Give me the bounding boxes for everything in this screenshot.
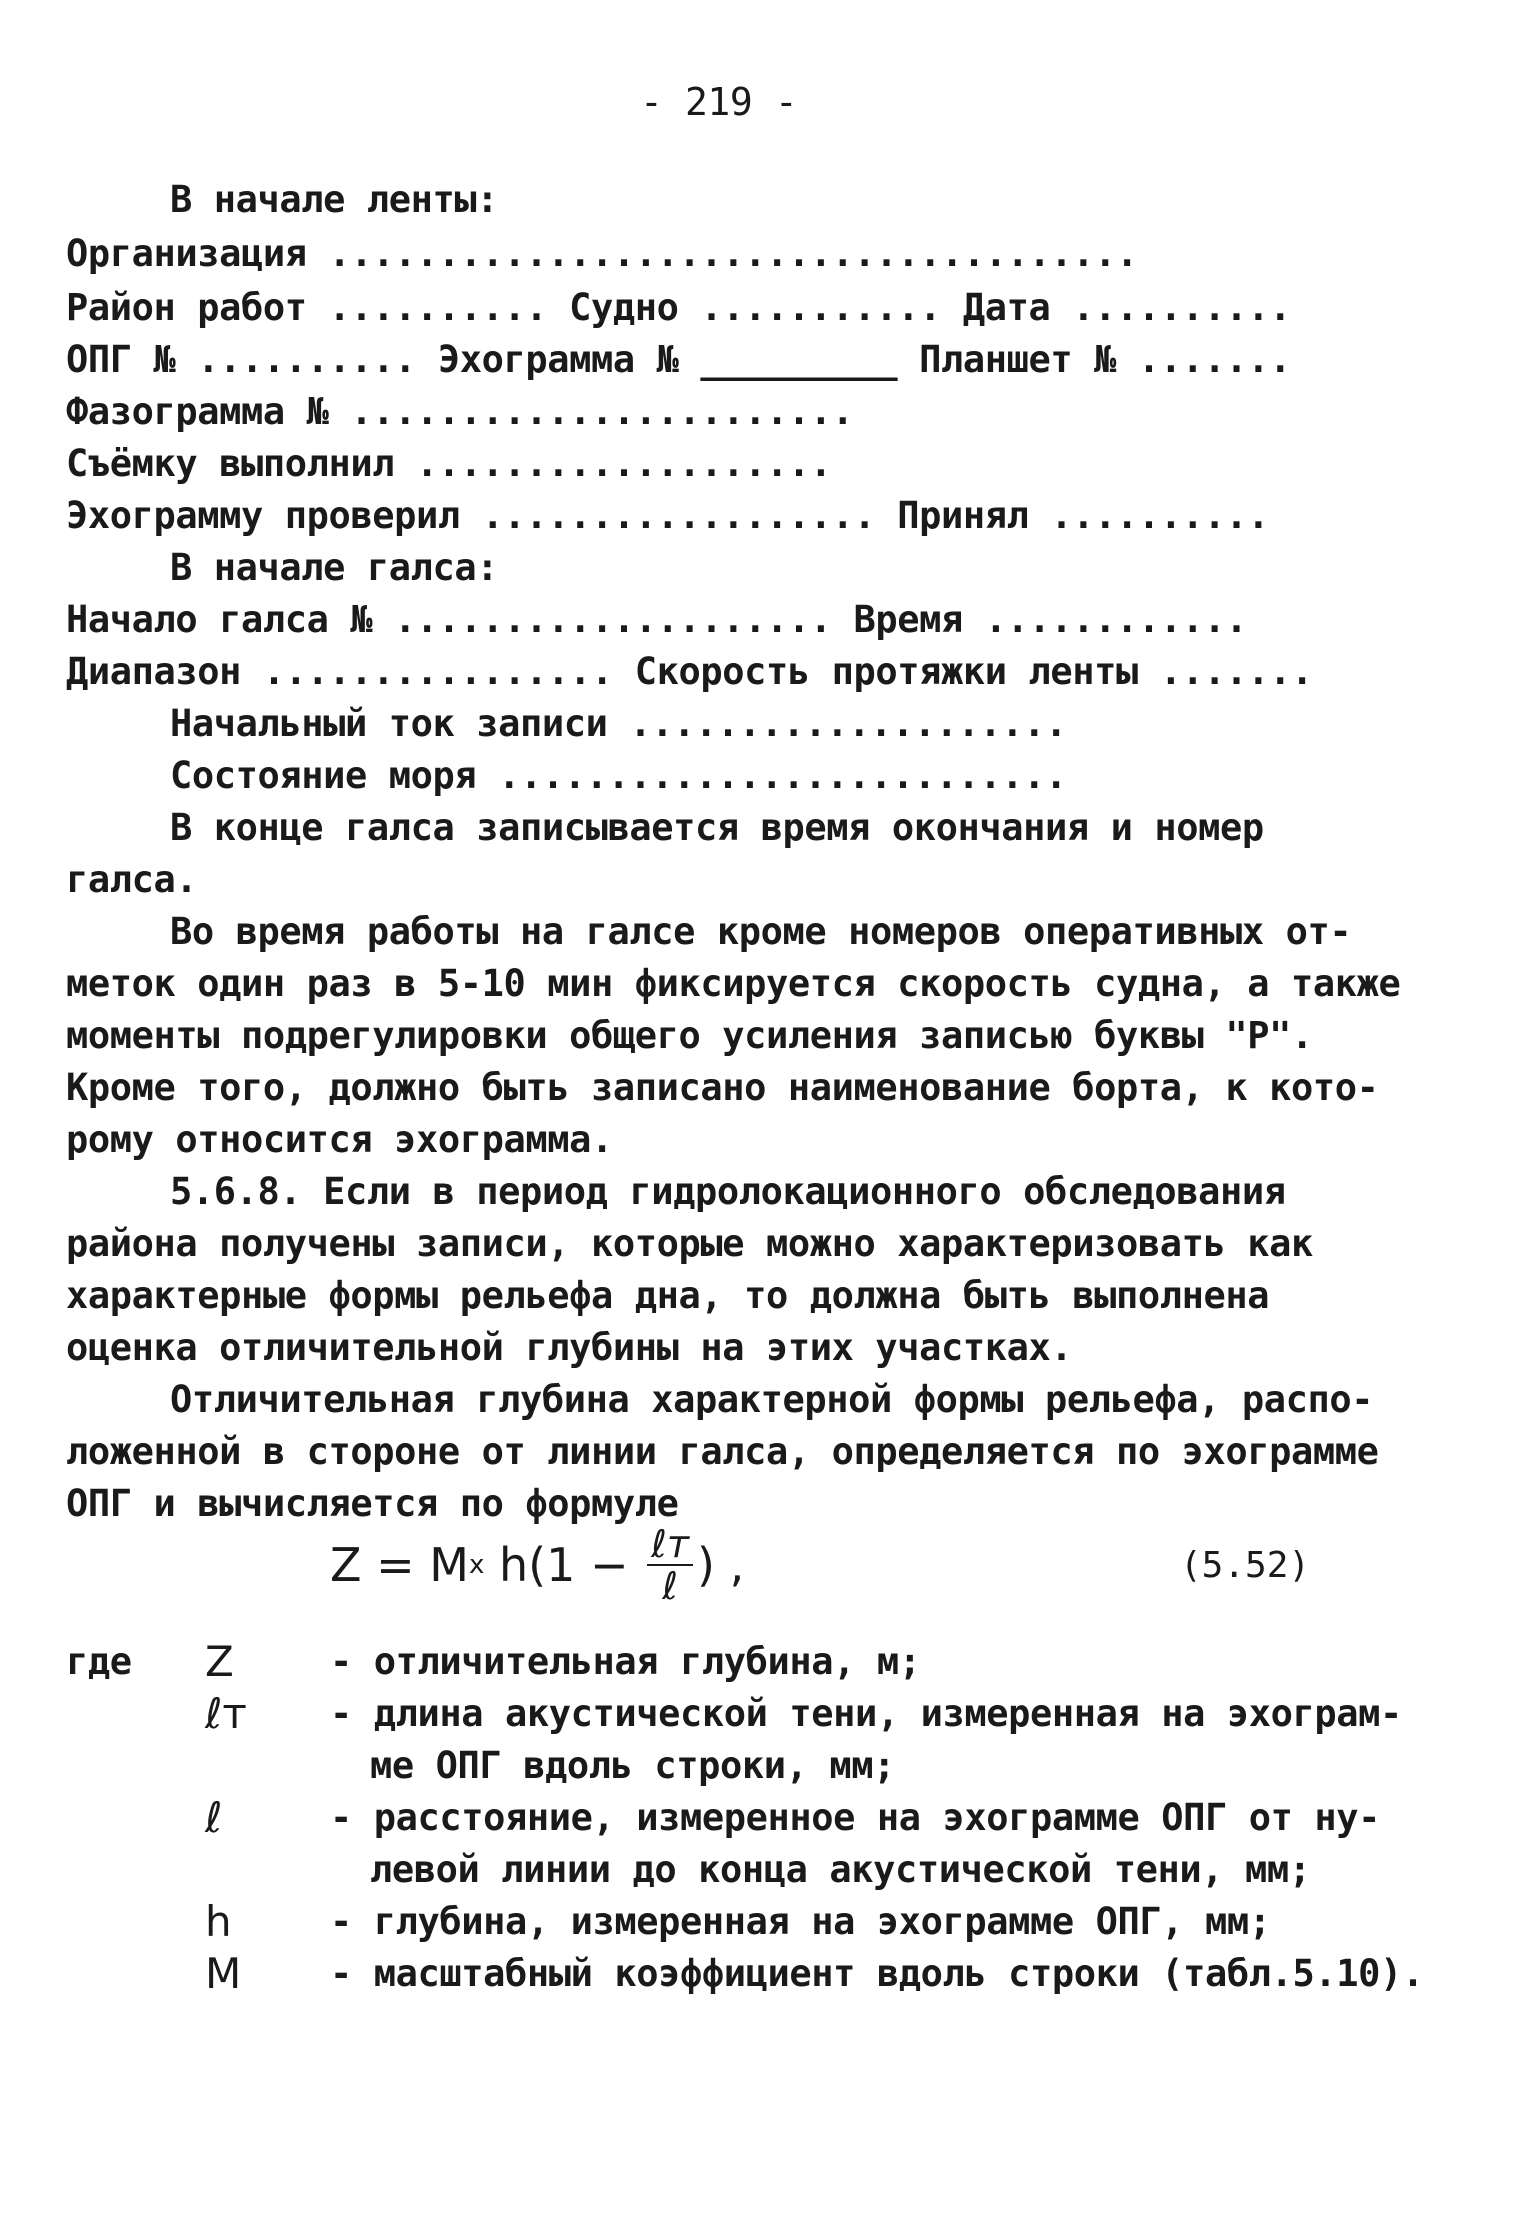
paragraph-line: Кроме того, должно быть записано наименование борта, к кото- bbox=[66, 1066, 1379, 1109]
form-line: ОПГ № .......... Эхограмма № _________ Планшет № ....... bbox=[66, 338, 1292, 381]
form-line: Фазограмма № ....................... bbox=[66, 390, 854, 433]
legend-text-continued: ме ОПГ вдоль строки, мм; bbox=[370, 1744, 896, 1787]
tape-start-heading: В начале ленты: bbox=[170, 178, 499, 221]
paragraph-line: В конце галса записывается время окончания и номер bbox=[170, 806, 1264, 849]
formula-fraction bbox=[647, 1524, 693, 1606]
page-number: - 219 - bbox=[640, 80, 798, 124]
paragraph-line: рому относится эхограмма. bbox=[66, 1118, 613, 1161]
legend-text: - отличительная глубина, м; bbox=[330, 1640, 921, 1683]
section-5-6-8-line: 5.6.8. Если в период гидролокационного обследования bbox=[170, 1170, 1286, 1213]
formula-close: ) , bbox=[697, 1538, 745, 1592]
fraction-numerator: ℓт bbox=[647, 1524, 693, 1566]
paragraph-line: характерные формы рельефа дна, то должна быть выполнена bbox=[66, 1274, 1270, 1317]
formula-lhs: Z = M bbox=[330, 1538, 469, 1592]
legend-text: - длина акустической тени, измеренная на эхограм- bbox=[330, 1692, 1402, 1735]
paragraph-line: Отличительная глубина характерной формы рельефа, распо- bbox=[170, 1378, 1374, 1421]
form-line: Организация ..................................... bbox=[66, 232, 1138, 275]
form-line: Диапазон ................ Скорость протяжки ленты ....... bbox=[66, 650, 1313, 693]
legend-symbol: Z bbox=[205, 1637, 234, 1686]
fraction-denominator: ℓ bbox=[662, 1564, 678, 1608]
legend-text-continued: левой линии до конца акустической тени, мм; bbox=[370, 1848, 1311, 1891]
equation-number: (5.52) bbox=[1180, 1545, 1311, 1586]
legend-symbol: ℓ bbox=[205, 1793, 223, 1842]
form-line: Съёмку выполнил ................... bbox=[66, 442, 832, 485]
paragraph-line: района получены записи, которые можно характеризовать как bbox=[66, 1222, 1313, 1265]
paragraph-line: ОПГ и вычисляется по формуле bbox=[66, 1482, 679, 1525]
formula-h: h(1 − bbox=[484, 1538, 644, 1592]
paragraph-line: оценка отличительной глубины на этих участках. bbox=[66, 1326, 1073, 1369]
legend-text: - расстояние, измеренное на эхограмме ОПГ от ну- bbox=[330, 1796, 1381, 1839]
legend-symbol: M bbox=[205, 1949, 242, 1998]
legend-text: - глубина, измеренная на эхограмме ОПГ, мм; bbox=[330, 1900, 1271, 1943]
paragraph-line: Во время работы на галсе кроме номеров оперативных от- bbox=[170, 910, 1352, 953]
paragraph-line: ложенной в стороне от линии галса, определяется по эхограмме bbox=[66, 1430, 1379, 1473]
legend-symbol: h bbox=[205, 1897, 232, 1946]
formula-5-52 bbox=[330, 1520, 744, 1610]
form-line: Район работ .......... Судно ........... Дата .......... bbox=[66, 286, 1292, 329]
paragraph-line: галса. bbox=[66, 858, 198, 901]
form-line: Начальный ток записи .................... bbox=[170, 702, 1067, 745]
form-line: Эхограмму проверил .................. Принял .......... bbox=[66, 494, 1270, 537]
paragraph-line: меток один раз в 5-10 мин фиксируется скорость судна, а также bbox=[66, 962, 1401, 1005]
form-line: Начало галса № .................... Время ............ bbox=[66, 598, 1248, 641]
legend-text: - масштабный коэффициент вдоль строки (табл.5.10). bbox=[330, 1952, 1424, 1995]
where-label: где bbox=[66, 1640, 132, 1683]
tack-start-heading: В начале галса: bbox=[170, 546, 499, 589]
formula-subscript: x bbox=[469, 1550, 485, 1580]
paragraph-line: моменты подрегулировки общего усиления записью буквы "Р". bbox=[66, 1014, 1313, 1057]
legend-symbol: ℓт bbox=[205, 1689, 247, 1738]
form-line: Состояние моря .......................... bbox=[170, 754, 1067, 797]
